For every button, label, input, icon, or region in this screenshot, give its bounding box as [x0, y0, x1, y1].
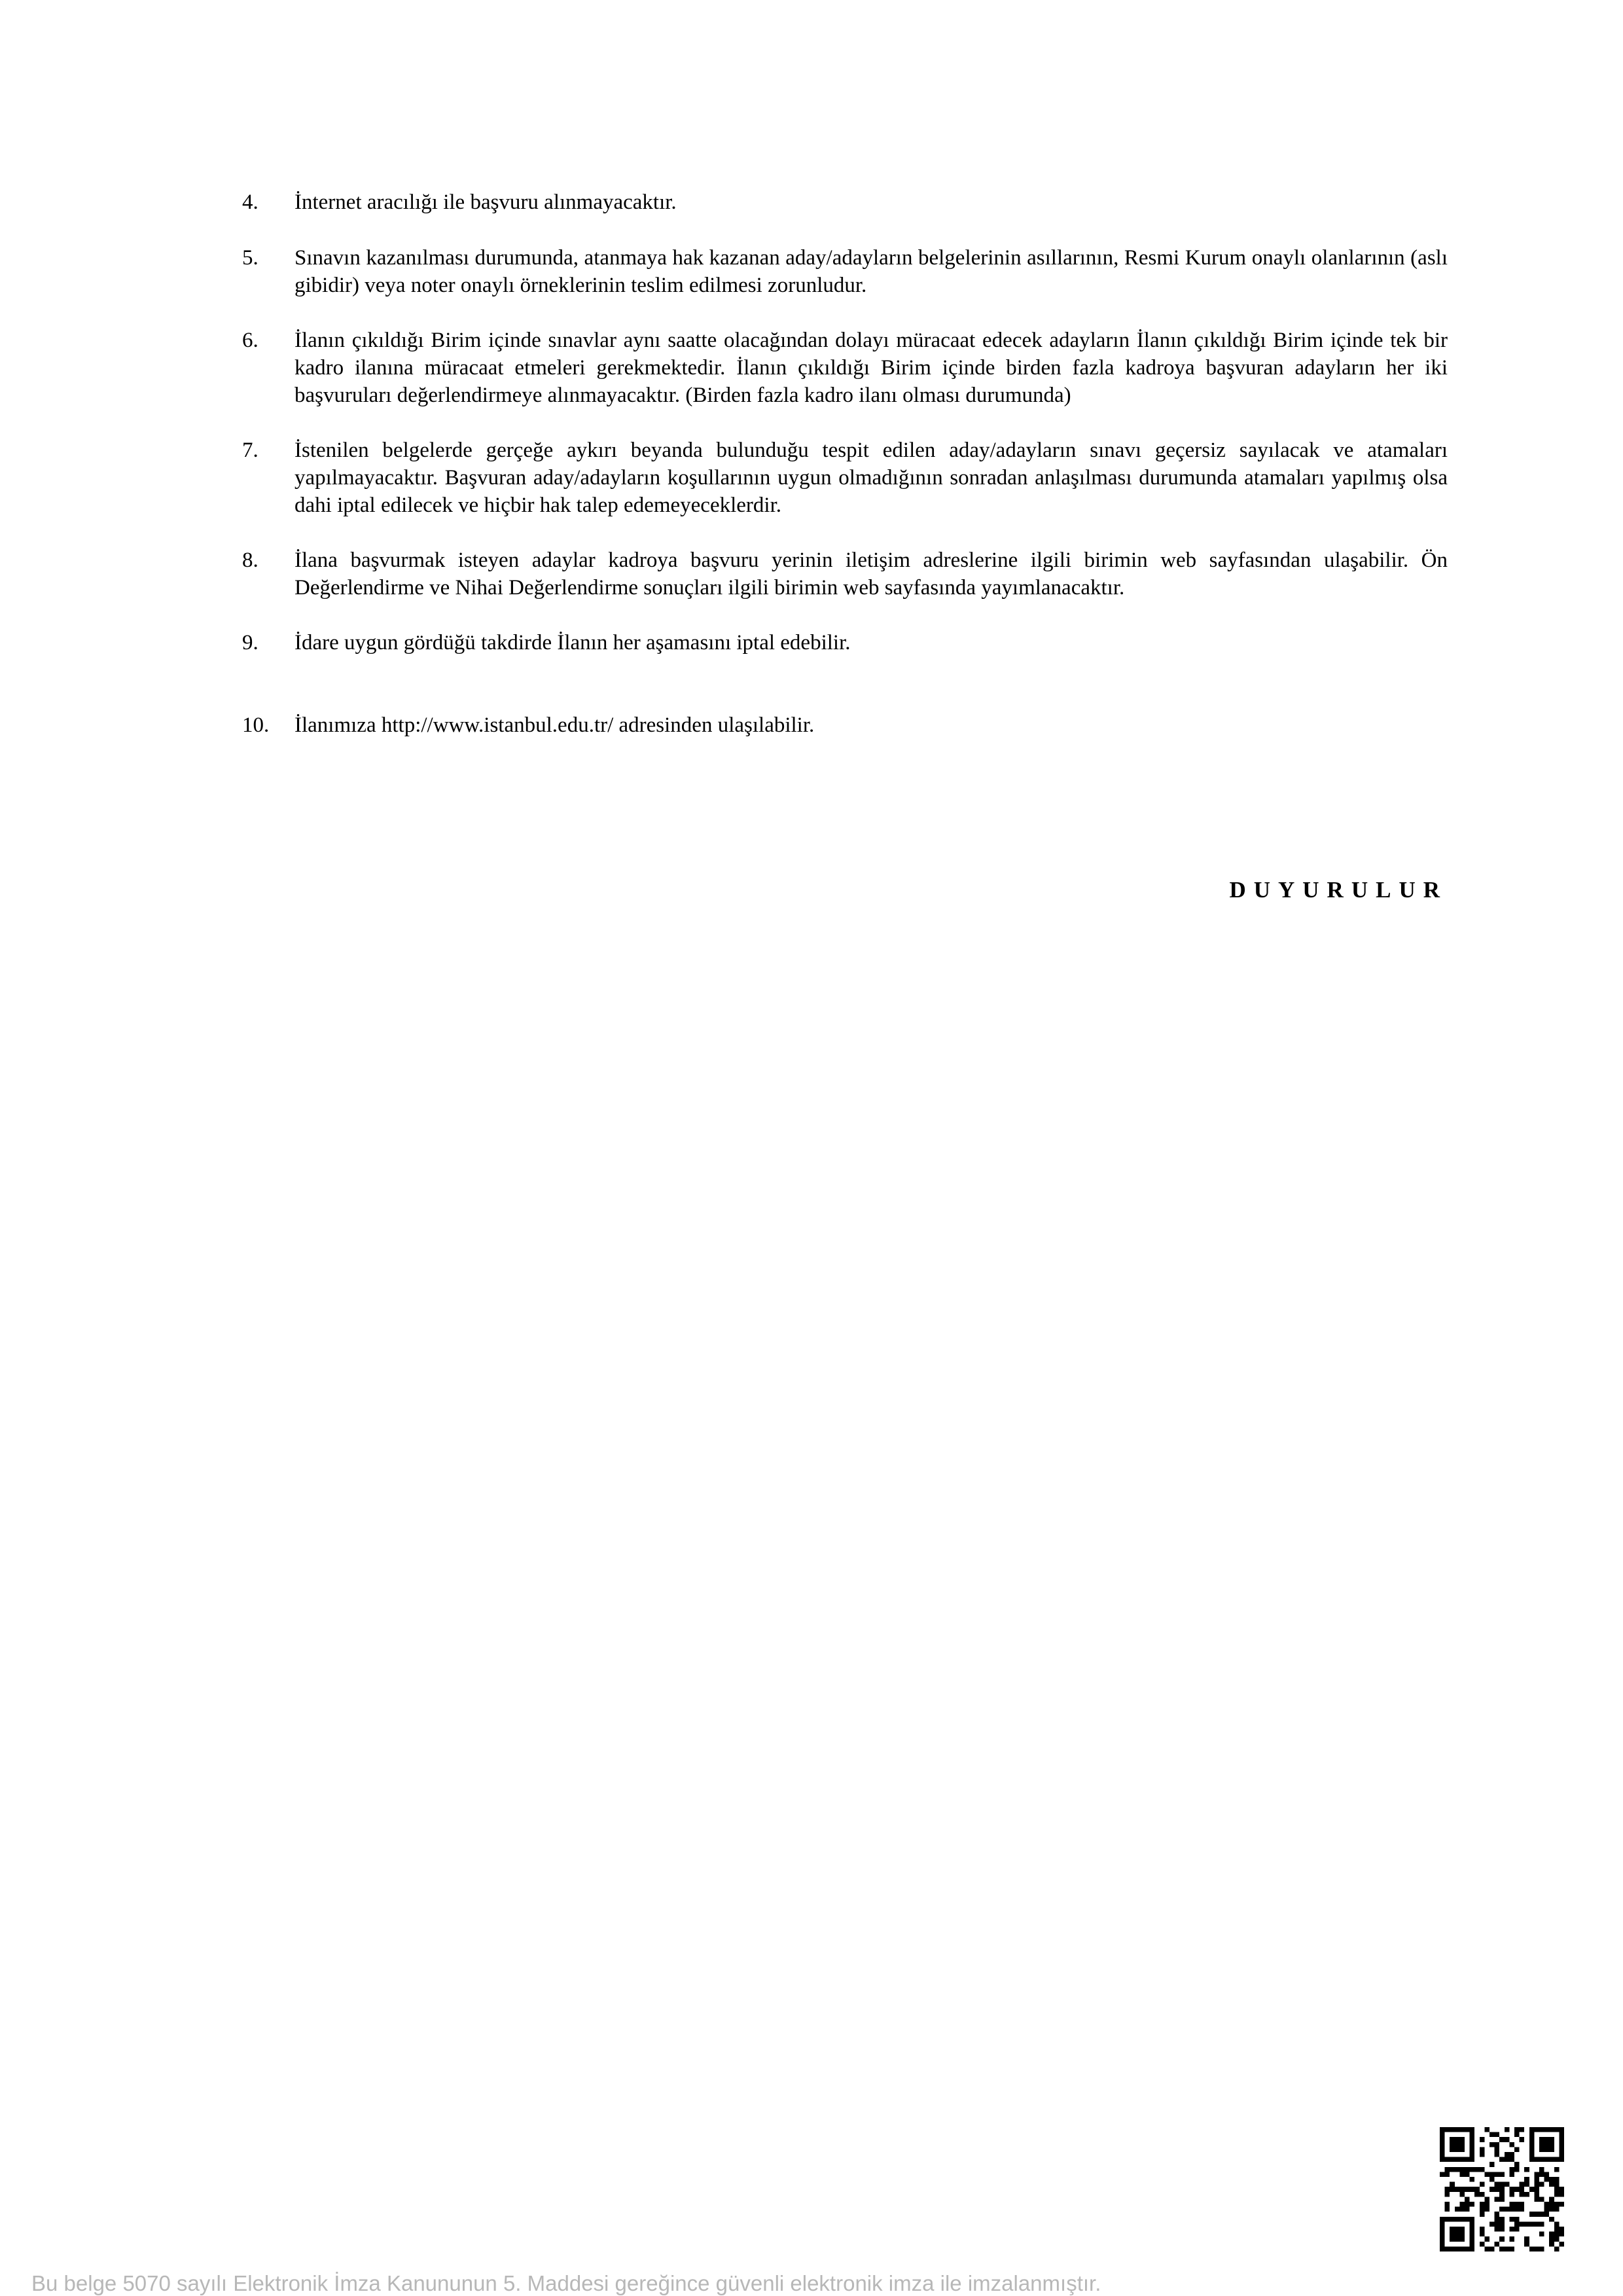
closing-announcement: DUYURULUR: [1229, 877, 1448, 903]
item-number: 7.: [242, 439, 259, 462]
item-number: 5.: [242, 246, 259, 270]
e-signature-footer: Bu belge 5070 sayılı Elektronik İmza Kanununun 5. Maddesi gereğince güvenli elektronik imza ile imzalanmıştır.: [31, 2271, 1101, 2295]
list-item: [242, 547, 1448, 601]
list-item: [242, 629, 1448, 656]
item-text: İlana başvurmak isteyen adaylar kadroya başvuru yerinin iletişim adreslerine ilgili birimin web sayfasından ulaşabilir. Ön Değerlendirme ve Nihai Değerlendirme sonuçları ilgili birimin web sayfasında yayımlanacaktır.: [294, 548, 1448, 600]
announcement-items: [242, 188, 1448, 739]
item-text: İlanın çıkıldığı Birim içinde sınavlar aynı saatte olacağından dolayı müracaat edecek adayların İlanın çıkıldığı Birim içinde tek bir kadro ilanına müracaat etmeleri gerekmektedir. İlanın çıkıldığı Birim içinde birden fazla kadroya başvuran adayların her iki başvuruları değerlendirmeye alınmayacaktır. (Birden fazla kadro ilanı olması durumunda): [294, 329, 1448, 407]
item-text: İstenilen belgelerde gerçeğe aykırı beyanda bulunduğu tespit edilen aday/adayların sınavı geçersiz sayılacak ve atamaları yapılmayacaktır. Başvuran aday/adayların koşullarının uygun olmadığının sonradan anlaşılması durumunda atamaları yapılmış olsa dahi iptal edilecek ve hiçbir hak talep edemeyeceklerdir.: [294, 439, 1448, 517]
qr-code-icon: [1440, 2127, 1564, 2251]
list-item: [242, 327, 1448, 409]
list-item: [242, 188, 1448, 216]
list-item: [242, 711, 1448, 739]
item-text: İnternet aracılığı ile başvuru alınmayacaktır.: [294, 190, 677, 214]
item-text: İdare uygun gördüğü takdirde İlanın her aşamasını iptal edebilir.: [294, 631, 851, 655]
item-number: 4.: [242, 190, 259, 214]
item-number: 9.: [242, 631, 259, 655]
item-text: İlanımıza http://www.istanbul.edu.tr/ adresinden ulaşılabilir.: [294, 713, 815, 737]
list-item: [242, 244, 1448, 299]
list-item: [242, 437, 1448, 519]
item-number: 10.: [242, 713, 270, 737]
item-text: Sınavın kazanılması durumunda, atanmaya hak kazanan aday/adayların belgelerinin asıllarının, Resmi Kurum onaylı olanlarının (aslı gibidir) veya noter onaylı örneklerinin teslim edilmesi zorunludur.: [294, 246, 1448, 297]
item-number: 6.: [242, 329, 259, 352]
item-number: 8.: [242, 548, 259, 572]
